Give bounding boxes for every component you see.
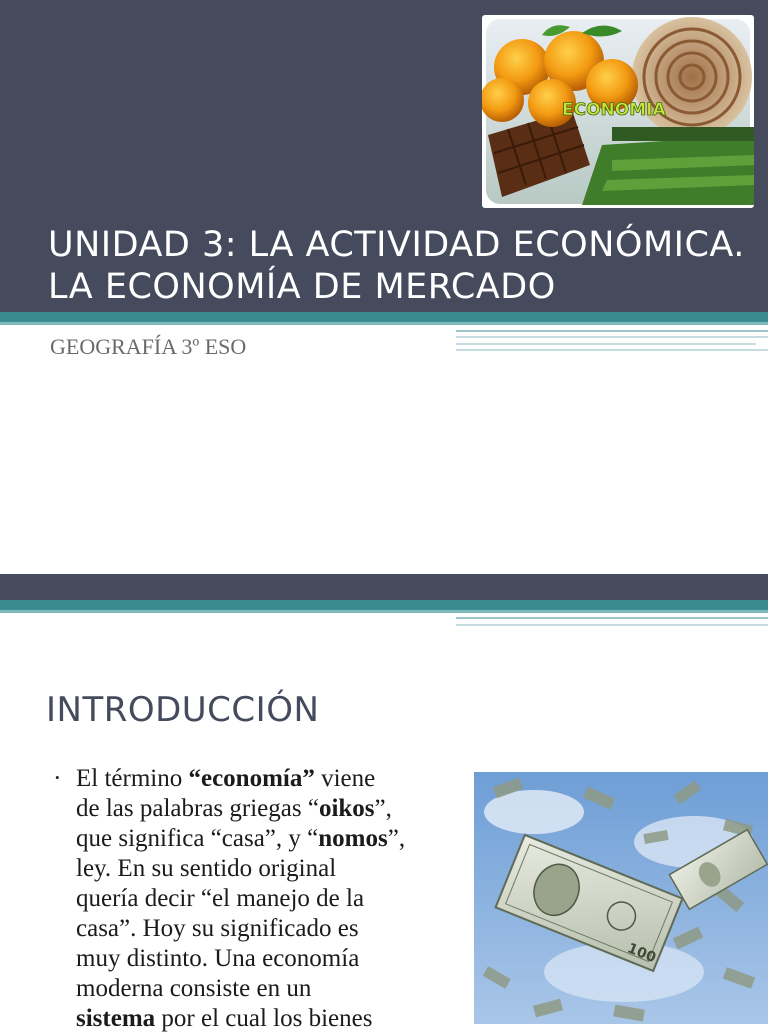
paragraph-line: [76, 914, 486, 944]
title-line-2: LA ECONOMÍA DE MERCADO: [48, 267, 556, 307]
deco-line: [456, 343, 756, 345]
bold-term: “economía”: [188, 765, 315, 792]
deco-line: [456, 624, 768, 626]
slide-gap: [0, 548, 768, 574]
text-run: casa”. Hoy su significado es: [76, 915, 359, 942]
text-run: de las palabras griegas “: [76, 795, 319, 822]
text-run: quería decir “el manejo de la: [76, 885, 365, 912]
bullet-icon: •: [55, 770, 60, 785]
intro-paragraph: [76, 764, 486, 1034]
economy-photo-collage-icon: [482, 15, 754, 208]
section-heading: INTRODUCCIÓN: [46, 690, 320, 730]
paragraph-line: [76, 764, 486, 794]
paragraph-line: [76, 974, 486, 1004]
thin-stripe: [0, 322, 768, 325]
text-run: El término: [76, 765, 189, 792]
paragraph-line: [76, 854, 486, 884]
bold-term: oikos: [318, 795, 375, 822]
paragraph-line: [76, 824, 486, 854]
deco-line: [456, 617, 768, 619]
image-badge: ECONOMIA: [562, 100, 666, 120]
deco-line: [456, 349, 768, 351]
paragraph-line: [76, 1004, 486, 1034]
title-line-1: UNIDAD 3: LA ACTIVIDAD ECONÓMICA.: [48, 225, 745, 265]
text-run: viene: [314, 765, 376, 792]
text-run: ”,: [374, 795, 392, 822]
bold-term: nomos: [318, 825, 388, 852]
flying-dollar-bills-photo-icon: [474, 772, 768, 1024]
text-run: por el cual los bienes: [155, 1005, 373, 1032]
paragraph-line: [76, 794, 486, 824]
svg-text:100: 100: [625, 940, 659, 967]
deco-line: [456, 330, 768, 332]
text-run: moderna consiste en un: [76, 975, 312, 1002]
paragraph-line: [76, 884, 486, 914]
thin-stripe: [0, 610, 768, 613]
text-run: que significa “casa”, y “: [76, 825, 319, 852]
slide-subtitle: GEOGRAFÍA 3º ESO: [50, 334, 247, 359]
bold-term: sistema: [76, 1005, 156, 1032]
money-photo: [474, 772, 768, 1024]
header-band: [0, 574, 768, 600]
deco-line: [456, 336, 768, 338]
slide-title: [48, 224, 745, 308]
text-run: ley. En su sentido original: [76, 855, 337, 882]
teal-stripe: [0, 312, 768, 322]
paragraph-line: [76, 944, 486, 974]
economy-photo: [482, 15, 754, 208]
text-run: ”,: [387, 825, 406, 852]
text-run: muy distinto. Una economía: [76, 945, 360, 972]
teal-stripe: [0, 600, 768, 610]
